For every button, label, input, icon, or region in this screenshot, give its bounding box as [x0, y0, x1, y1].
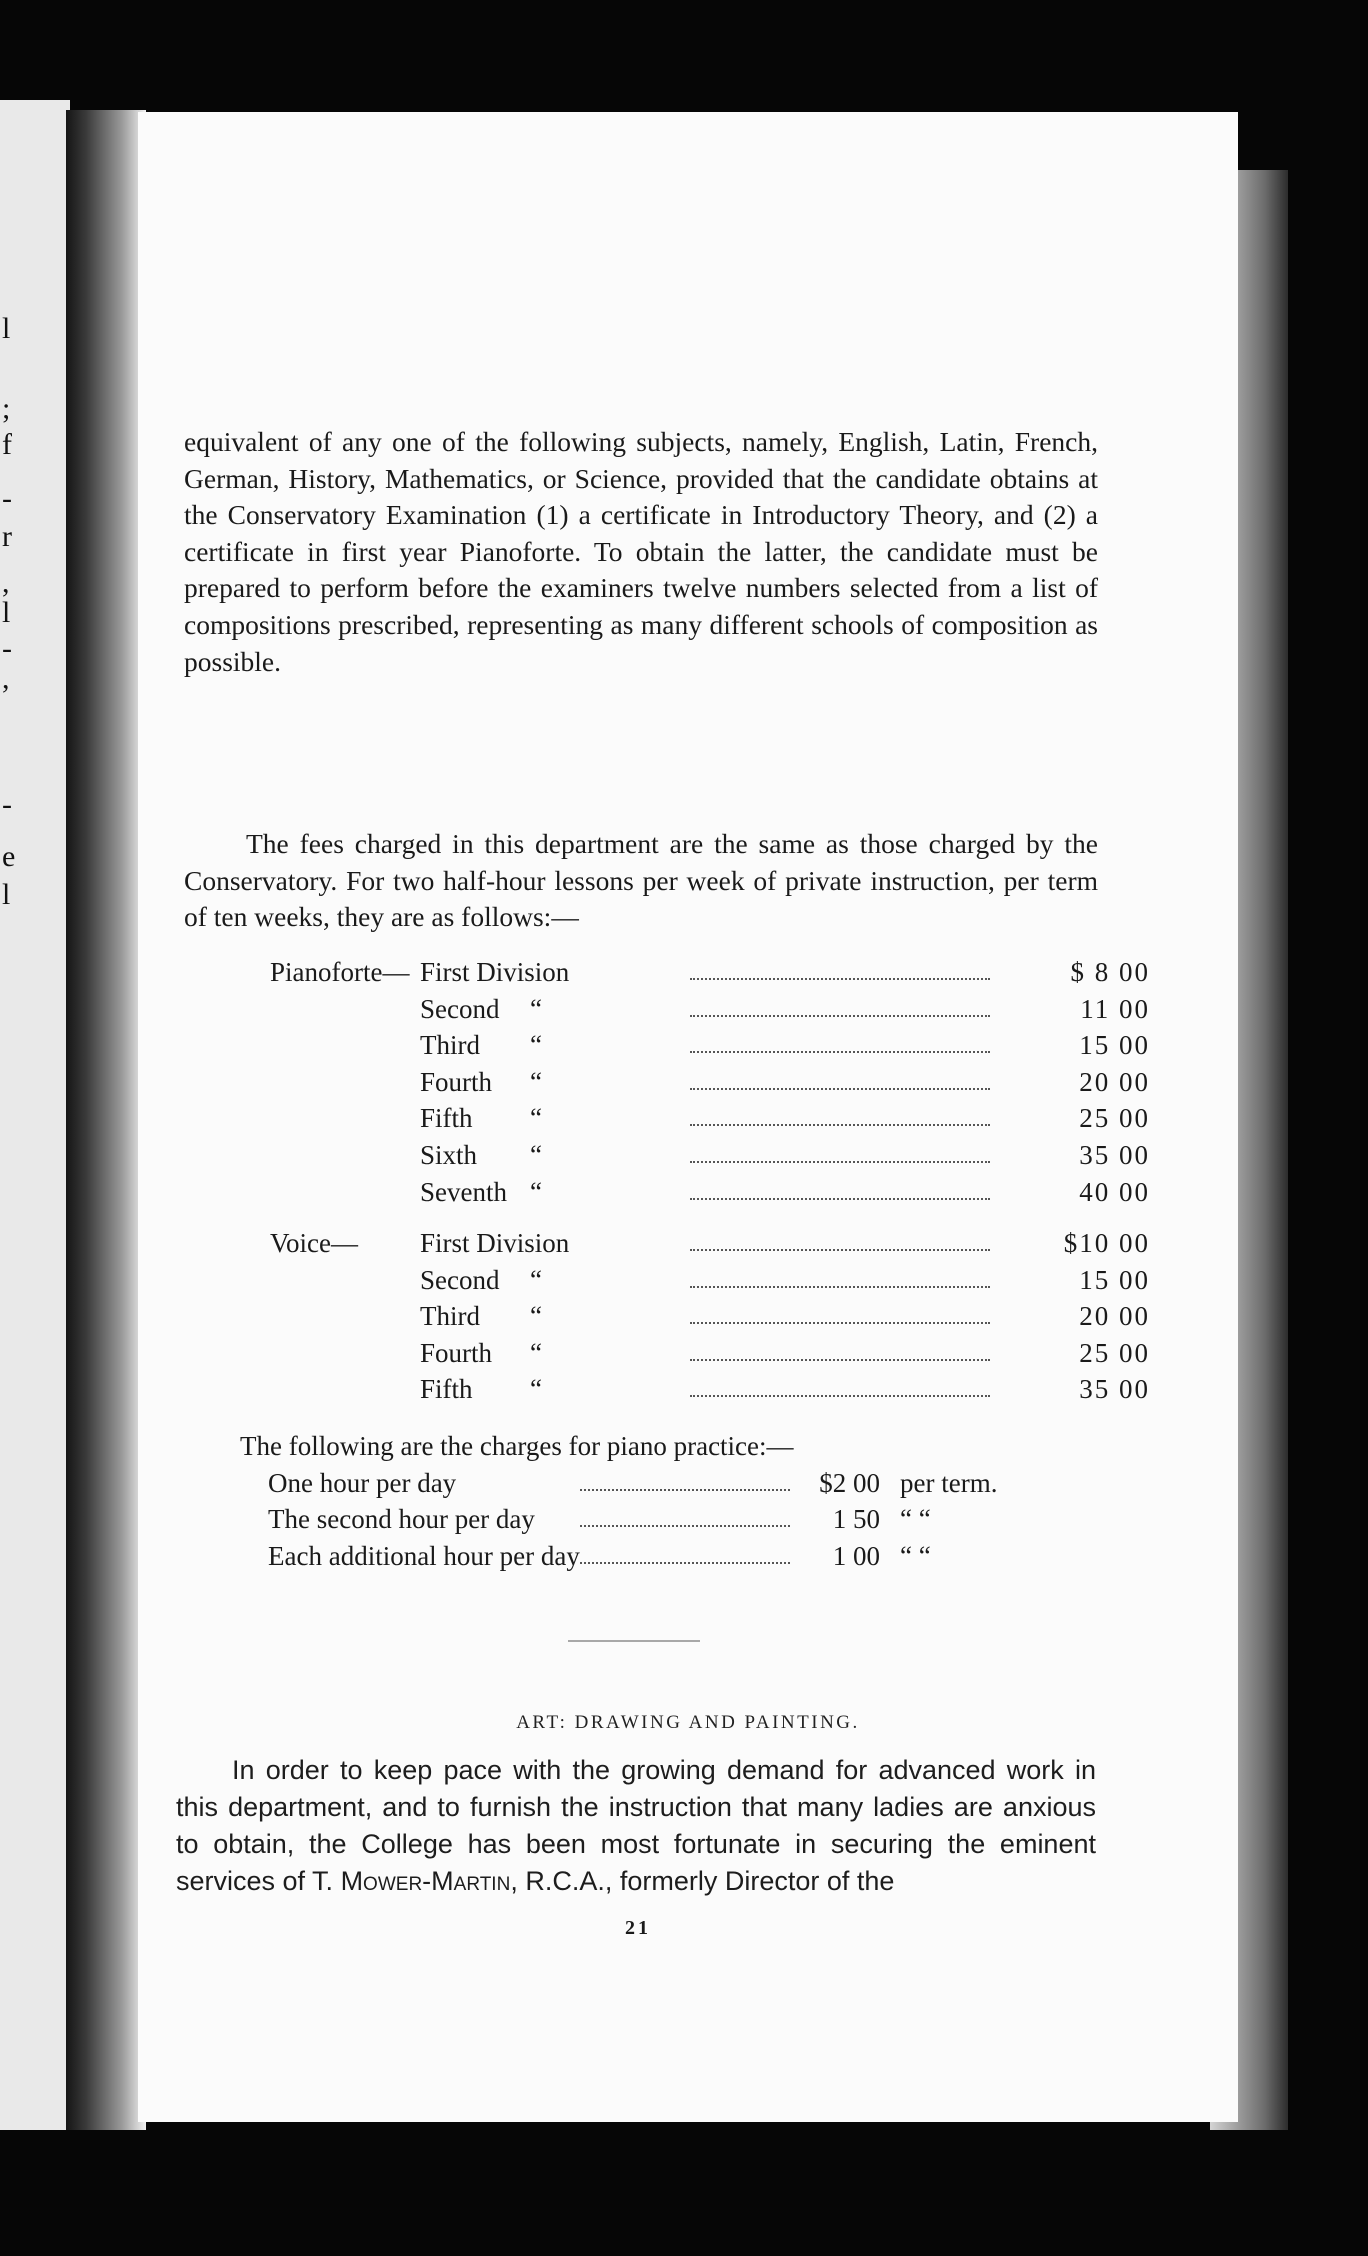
dot-leader [580, 1465, 790, 1491]
practice-rows [240, 1465, 1140, 1575]
art-section-heading: ART: DRAWING AND PAINTING. [516, 1712, 860, 1733]
piano-practice-charges [240, 1428, 1140, 1574]
fee-amount: 20 00 [1079, 1301, 1150, 1332]
fee-group-label: Pianoforte— [270, 957, 410, 987]
practice-amount: 1 50 [832, 1504, 880, 1535]
dot-leader [580, 1501, 790, 1527]
fee-division-label: Second [420, 1264, 500, 1295]
dot-leader [690, 1225, 990, 1251]
margin-glyph: - [2, 788, 12, 821]
fee-row [270, 1027, 1150, 1064]
margin-glyph: l [2, 312, 11, 345]
fee-amount: 40 00 [1079, 1176, 1150, 1207]
fee-ditto-mark: “ [530, 1030, 542, 1061]
fee-amount: $ 8 00 [1070, 957, 1150, 987]
margin-glyph: , [2, 662, 10, 695]
fee-row [270, 1225, 1150, 1262]
margin-glyph: - [2, 482, 12, 515]
practice-label: Each additional hour per day [268, 1540, 580, 1571]
art-text-after: , R.C.A., formerly Director of the [510, 1866, 895, 1896]
practice-row [240, 1501, 1140, 1538]
fee-ditto-mark: “ [530, 1176, 542, 1207]
margin-glyph: - [2, 632, 12, 665]
fee-amount: 25 00 [1079, 1337, 1150, 1368]
paragraph-fees-intro: The fees charged in this department are the same as those charged by the Conservatory. For two half-hour lessons per week of private instruction, per term of ten weeks, they are as follows:— [184, 828, 1098, 933]
paragraph-requirements: equivalent of any one of the following subjects, namely, English, Latin, French, German, History, Mathematics, or Science, provided that the candidate obtains at the Conservatory Examination (1) a certificate in Introductory Theory, and (2) a certificate in first year Pianoforte. To obtain the latter, the candidate must be prepared to perform before the examiners twelve numbers selected from a list of compositions prescribed, representing as many different schools of composition as possible. [184, 426, 1098, 677]
section-divider [568, 1640, 700, 1642]
fee-ditto-mark: “ [530, 1301, 542, 1332]
fee-ditto-mark: “ [530, 993, 542, 1024]
art-section-paragraph [176, 1752, 1096, 1900]
fee-amount: 15 00 [1079, 1264, 1150, 1295]
practice-row [240, 1538, 1140, 1575]
fee-row [270, 991, 1150, 1028]
left-page-margin-text [0, 100, 70, 2130]
dot-leader [690, 1371, 990, 1397]
margin-glyph: ; [2, 392, 11, 425]
fee-ditto-mark: “ [530, 1103, 542, 1134]
margin-glyph: e [2, 840, 16, 873]
instructor-name: Mower-Martin [340, 1866, 511, 1896]
fee-division-label: Second [420, 993, 500, 1024]
fee-division-label: Fourth [420, 1066, 493, 1097]
fee-ditto-mark: “ [530, 1374, 542, 1405]
fee-division-label: First Division [420, 957, 570, 987]
fee-division-label: Fifth [420, 1103, 473, 1134]
fee-ditto-mark: “ [530, 1264, 542, 1295]
practice-term: per term. [900, 1467, 998, 1498]
fee-row [270, 1371, 1150, 1408]
fee-row [270, 1137, 1150, 1174]
fee-amount: 11 00 [1080, 993, 1150, 1024]
dot-leader [690, 1027, 990, 1053]
fee-row [270, 1100, 1150, 1137]
practice-row [240, 1465, 1140, 1502]
margin-glyph: l [2, 596, 11, 629]
fee-group-label: Voice— [270, 1228, 358, 1258]
fee-division-label: Third [420, 1030, 480, 1061]
fee-row [270, 1064, 1150, 1101]
fee-amount: 35 00 [1079, 1139, 1150, 1170]
left-page-edge [0, 100, 70, 2130]
practice-intro: The following are the charges for piano practice:— [240, 1431, 794, 1461]
fee-ditto-mark: “ [530, 1139, 542, 1170]
fee-ditto-mark: “ [530, 1337, 542, 1368]
fee-amount: $10 00 [1063, 1228, 1150, 1258]
fee-division-label: Third [420, 1301, 480, 1332]
fee-ditto-mark: “ [530, 1066, 542, 1097]
fee-division-label: Sixth [420, 1139, 478, 1170]
fee-row [270, 1262, 1150, 1299]
margin-glyph: r [2, 520, 12, 553]
practice-amount: 1 00 [832, 1540, 880, 1571]
dot-leader [690, 1335, 990, 1361]
dot-leader [690, 1064, 990, 1090]
book-spine-shadow [66, 110, 146, 2130]
dot-leader [690, 991, 990, 1017]
fee-row [270, 1335, 1150, 1372]
voice-fee-table [270, 1225, 1150, 1408]
margin-glyph: , [2, 566, 10, 599]
practice-term: “ “ [900, 1540, 931, 1571]
pianoforte-fee-table [270, 954, 1150, 1210]
dot-leader [690, 954, 990, 980]
dot-leader [690, 1174, 990, 1200]
fee-amount: 15 00 [1079, 1030, 1150, 1061]
practice-term: “ “ [900, 1504, 931, 1535]
fee-division-label: Seventh [420, 1176, 507, 1207]
fee-division-label: Fourth [420, 1337, 493, 1368]
dot-leader [690, 1137, 990, 1163]
fee-amount: 25 00 [1079, 1103, 1150, 1134]
fee-division-label: Fifth [420, 1374, 473, 1405]
art-text-before: In order to keep pace with the growing demand for advanced work in this department, and to furnish the instruction that many ladies are anxious to obtain, the College has been most fortunate in securing the eminent services of T. [176, 1755, 1096, 1896]
practice-label: One hour per day [268, 1467, 457, 1498]
fee-row [270, 1174, 1150, 1211]
margin-glyph: l [2, 878, 11, 911]
page-number: 21 [625, 1917, 651, 1939]
dot-leader [690, 1262, 990, 1288]
fee-row [270, 1298, 1150, 1335]
practice-amount: $2 00 [819, 1467, 880, 1498]
fee-amount: 20 00 [1079, 1066, 1150, 1097]
book-page [138, 112, 1238, 2122]
dot-leader [580, 1538, 790, 1564]
practice-label: The second hour per day [268, 1504, 535, 1535]
fee-amount: 35 00 [1079, 1374, 1150, 1405]
fee-row [270, 954, 1150, 991]
margin-glyph: f [2, 428, 12, 461]
dot-leader [690, 1100, 990, 1126]
fee-division-label: First Division [420, 1228, 570, 1258]
dot-leader [690, 1298, 990, 1324]
